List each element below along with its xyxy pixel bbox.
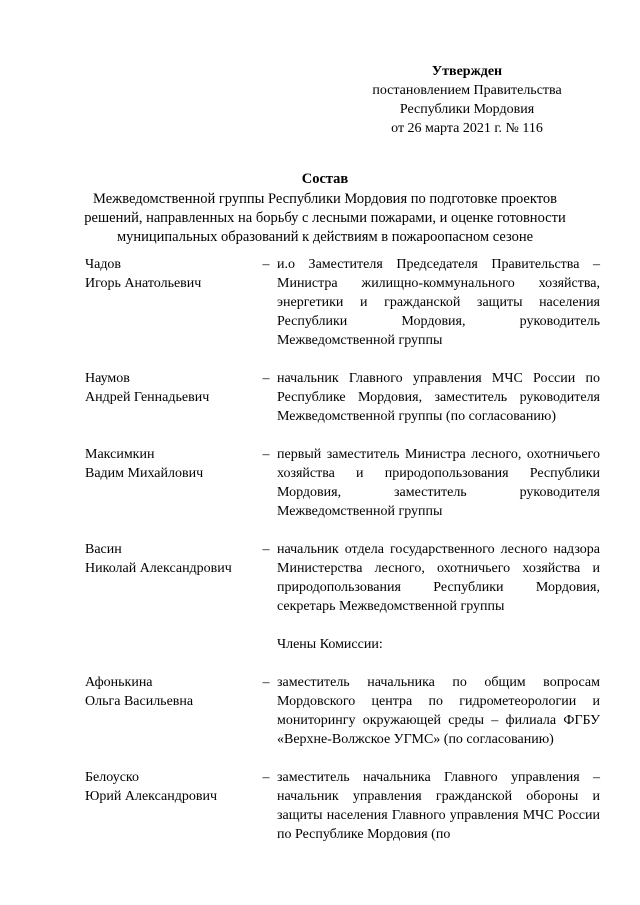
member-row — [85, 540, 600, 616]
member-name — [85, 768, 255, 806]
member-given-names: Юрий Александрович — [85, 789, 217, 804]
member-row — [85, 255, 600, 350]
member-given-names: Ольга Васильевна — [85, 694, 194, 709]
member-role: заместитель начальника по общим вопросам Мордовского центра по гидрометеорологии и мониторингу окружающей среды – филиала ФГБУ «Верхне-Волжское УГМС» (по согласованию) — [277, 675, 600, 747]
dash-separator: – — [262, 447, 270, 462]
dash-separator: – — [262, 257, 270, 272]
dash-separator: – — [262, 770, 270, 785]
approval-title: Утвержден — [431, 64, 503, 79]
dash-separator: – — [262, 371, 270, 386]
member-given-names: Игорь Анатольевич — [85, 276, 202, 291]
member-surname: Чадов — [85, 257, 122, 272]
member-surname: Наумов — [85, 371, 130, 386]
member-name — [85, 445, 255, 483]
member-given-names: Андрей Геннадьевич — [85, 390, 210, 405]
member-given-names: Вадим Михайлович — [85, 466, 204, 481]
member-row — [85, 369, 600, 426]
member-surname: Васин — [85, 542, 122, 557]
member-surname: Белоуско — [85, 770, 140, 785]
member-row — [85, 445, 600, 521]
member-role: первый заместитель Министра лесного, охотничьего хозяйства и природопользования Республики Мордовия, заместитель руководителя Межведомственной группы — [277, 447, 600, 519]
member-name — [85, 673, 255, 711]
member-surname: Максимкин — [85, 447, 155, 462]
document-heading — [40, 170, 610, 247]
approval-date: от 26 марта 2021 г. № 116 — [391, 121, 543, 136]
member-name — [85, 369, 255, 407]
member-role: заместитель начальника Главного управления – начальник управления гражданской обороны и защиты населения Главного управления МЧС России по Республике Мордовия (по — [277, 770, 600, 842]
heading-line-1: Межведомственной группы Республики Мордовия по подготовке проектов — [93, 191, 557, 207]
member-role: начальник Главного управления МЧС России по Республике Мордовия, заместитель руководителя Межведомственной группы (по согласованию) — [277, 371, 600, 424]
commission-subheading: Члены Комиссии: — [277, 637, 383, 652]
member-role: начальник отдела государственного лесного надзора Министерства лесного, охотничьего хозяйства и природопользования Республики Мордовия, секретарь Межведомственной группы — [277, 542, 600, 614]
member-name — [85, 540, 255, 578]
member-name — [85, 255, 255, 293]
heading-line-3: муниципальных образований к действиям в пожароопасном сезоне — [116, 229, 534, 245]
commission-member-row — [85, 768, 600, 844]
dash-separator: – — [262, 675, 270, 690]
member-role: и.о Заместителя Председателя Правительства – Министра жилищно-коммунального хозяйства, энергетики и гражданской защиты населения Республики Мордовия, руководитель Межведомственной группы — [277, 257, 600, 348]
approval-block — [352, 62, 582, 138]
member-surname: Афонькина — [85, 675, 153, 690]
document-title: Состав — [301, 171, 349, 187]
approval-line-1: постановлением Правительства — [372, 83, 562, 98]
approval-line-2: Республики Мордовия — [399, 102, 535, 117]
commission-member-row — [85, 673, 600, 749]
dash-separator: – — [262, 542, 270, 557]
member-given-names: Николай Александрович — [85, 561, 232, 576]
members-list — [85, 255, 600, 844]
heading-line-2: решений, направленных на борьбу с лесными пожарами, и оценке готовности — [84, 210, 566, 226]
